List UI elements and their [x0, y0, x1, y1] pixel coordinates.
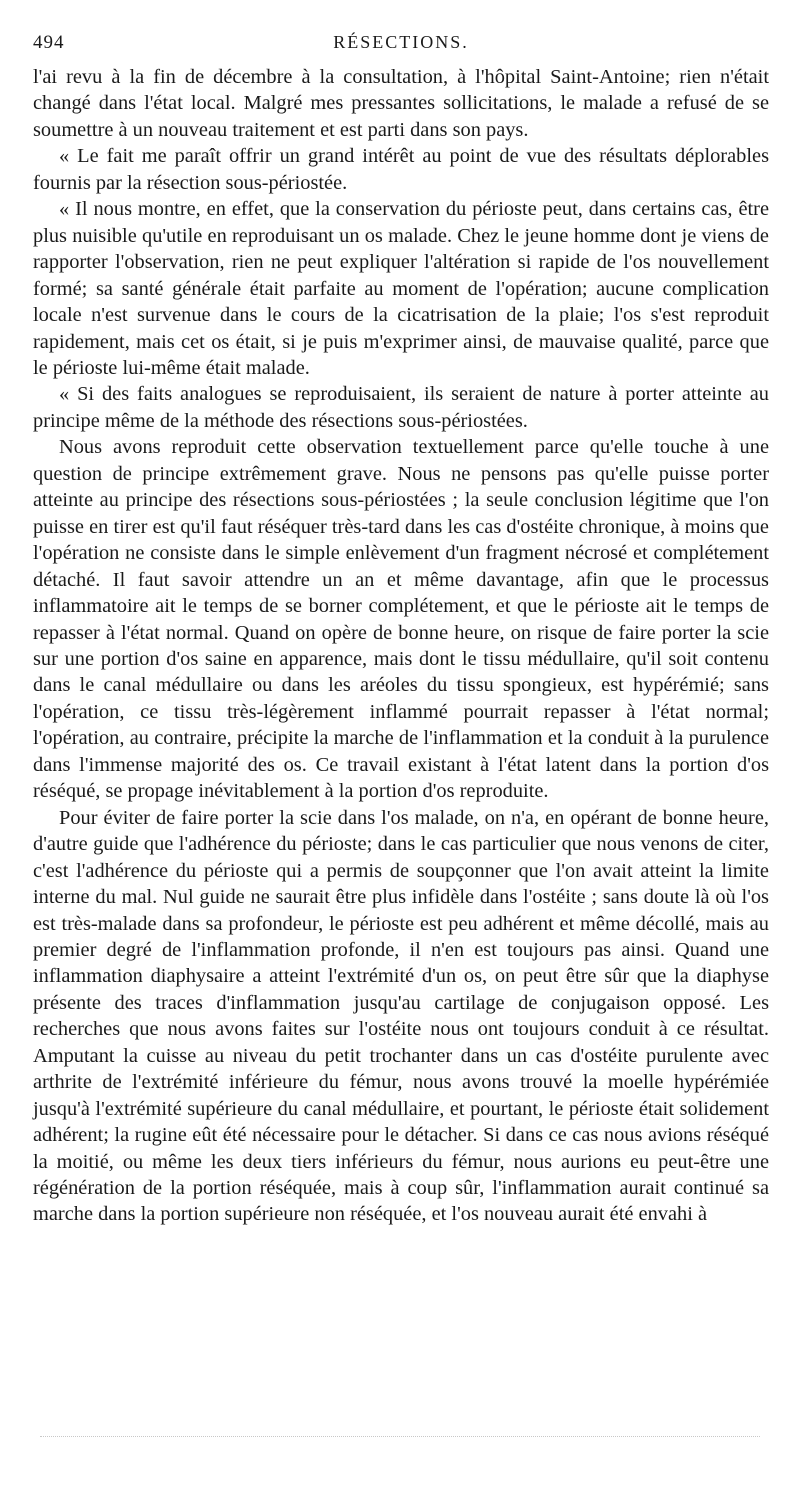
body-text: [33, 64, 769, 1228]
paragraph: Pour éviter de faire porter la scie dans l'os malade, on n'a, en opérant de bonne heure, d'autre guide que l'adhérence du périoste; dans le cas particulier que nous venons de citer, c'est l'adhérence du périoste qui a permis de soupçonner que l'on avait atteint la limite interne du mal. Nul guide ne saurait être plus infidèle dans l'ostéite ; sans doute là où l'os est très-malade dans sa profondeur, le périoste est peu adhérent et même décollé, mais au premier degré de l'inflammation profonde, il n'en est toujours pas ainsi. Quand une inflammation diaphysaire a atteint l'extrémité d'un os, on peut être sûr que la diaphyse présente des traces d'inflammation jusqu'au cartilage de conjugaison opposé. Les recherches que nous avons faites sur l'ostéite nous ont toujours conduit à ce résultat. Amputant la cuisse au niveau du petit trochanter dans un cas d'ostéite purulente avec arthrite de l'extrémité inférieure du fémur, nous avons trouvé la moelle hypérémiée jusqu'à l'extrémité supérieure du canal médullaire, et pourtant, le périoste était solidement adhérent; la rugine eût été nécessaire pour le détacher. Si dans ce cas nous avions réséqué la moitié, ou même les deux tiers inférieurs du fémur, nous aurions eu peut-être une régénération de la portion réséquée, mais à coup sûr, l'inflammation aurait continué sa marche dans la portion supérieure non réséquée, et l'os nouveau aurait été envahi à: [33, 806, 769, 1226]
paragraph: l'ai revu à la fin de décembre à la consultation, à l'hôpital Saint-Antoine; rien n'était changé dans l'état local. Malgré mes pressantes sollicitations, le malade a refusé de se soumettre à un nouveau traitement et est parti dans son pays.: [33, 66, 769, 141]
paragraph: « Il nous montre, en effet, que la conservation du périoste peut, dans certains cas, être plus nuisible qu'utile en reproduisant un os malade. Chez le jeune homme dont je viens de rapporter l'observation, rien ne peut expliquer l'altération si rapide de l'os nouvellement formé; sa santé générale était parfaite au moment de l'opération; aucune complication locale n'est survenue dans le cours de la cicatrisation de la plaie; l'os s'est reproduit rapidement, mais cet os était, si je puis m'exprimer ainsi, de mauvaise qualité, parce que le périoste lui-même était malade.: [33, 198, 769, 379]
paragraph: Nous avons reproduit cette observation textuellement parce qu'elle touche à une question de principe extrêmement grave. Nous ne pensons pas qu'elle puisse porter atteinte au principe des résections sous-périostées ; la seule conclusion légitime que l'on puisse en tirer est qu'il faut réséquer très-tard dans les cas d'ostéite chronique, à moins que l'opération ne consiste dans le simple enlèvement d'un fragment nécrosé et complétement détaché. Il faut savoir attendre un an et même davantage, afin que le processus inflammatoire ait le temps de se borner complétement, et que le périoste ait le temps de repasser à l'état normal. Quand on opère de bonne heure, on risque de faire porter la scie sur une portion d'os saine en apparence, mais dont le tissu médullaire, qu'il soit contenu dans le canal médullaire ou dans les aréoles du tissu spongieux, est hypérémié; sans l'opération, ce tissu très-légèrement inflammé pourrait repasser à l'état normal; l'opération, au contraire, précipite la marche de l'inflammation et la conduit à la purulence dans l'immense majorité des os. Ce travail existant à l'état latent dans la portion d'os réséqué, se propage inévitablement à la portion d'os reproduite.: [33, 436, 769, 803]
paragraph: « Si des faits analogues se reproduisaient, ils seraient de nature à porter atteinte au principe même de la méthode des résections sous-périostées.: [33, 383, 769, 432]
bottom-divider: [40, 1436, 760, 1437]
page-number: 494: [33, 32, 65, 53]
paragraph: « Le fait me paraît offrir un grand intérêt au point de vue des résultats déplorables fournis par la résection sous-périostée.: [33, 145, 769, 194]
page: [33, 30, 769, 1228]
running-head: [33, 30, 769, 64]
running-title: RÉSECTIONS.: [333, 32, 469, 52]
